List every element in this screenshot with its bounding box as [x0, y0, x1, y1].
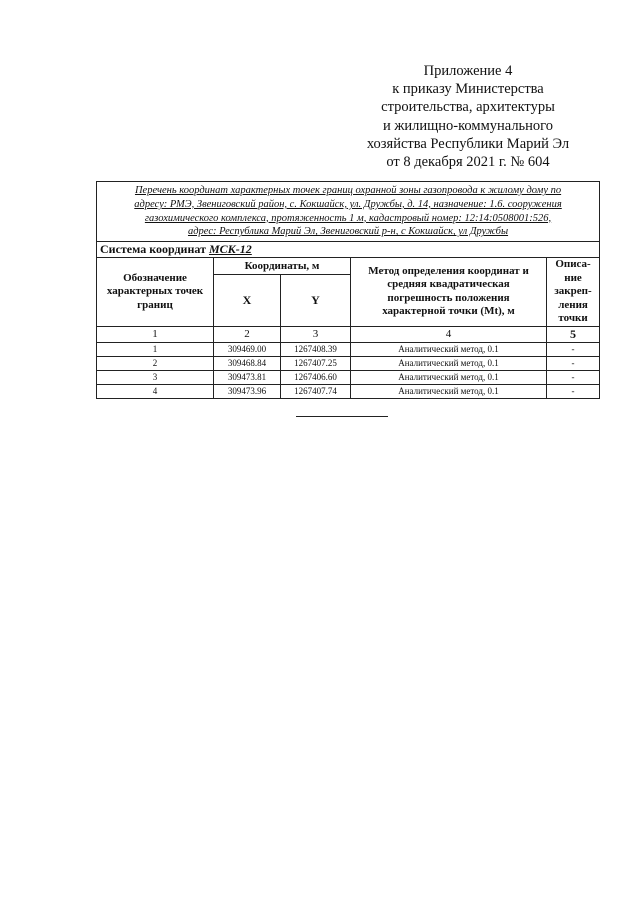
header-coordinates: Координаты, м — [214, 258, 351, 275]
heading-line: к приказу Министерства — [392, 81, 544, 98]
column-number: 3 — [281, 326, 351, 342]
heading-line: Приложение 4 — [423, 63, 513, 79]
table-row — [97, 384, 600, 398]
method-cell: Аналитический метод, 0.1 — [351, 342, 547, 356]
description-cell: - — [547, 384, 600, 398]
point-cell: 2 — [97, 356, 214, 370]
method-cell: Аналитический метод, 0.1 — [351, 356, 547, 370]
caption-line: адресу: РМЭ, Звениговский район, с. Кокшайск, ул. Дружбы, д. 14, назначение: 1.6. сооружения — [134, 198, 562, 210]
x-cell: 309473.81 — [214, 370, 281, 384]
point-cell: 3 — [97, 370, 214, 384]
end-divider — [296, 416, 388, 417]
caption-line: газохимического комплекса, протяженность 1 м, кадастровый номер: 12:14:0508001:526, — [144, 212, 552, 224]
heading-line: от 8 декабря 2021 г. № 604 — [386, 154, 550, 171]
header-row — [97, 258, 600, 275]
description-cell: - — [547, 370, 600, 384]
coordinates-table — [96, 181, 600, 399]
y-cell: 1267408.39 — [281, 342, 351, 356]
point-cell: 4 — [97, 384, 214, 398]
header-y: Y — [281, 275, 351, 326]
header-x: X — [214, 275, 281, 326]
description-cell: - — [547, 342, 600, 356]
system-value: МСК-12 — [208, 242, 252, 257]
method-cell: Аналитический метод, 0.1 — [351, 370, 547, 384]
coordinate-system — [97, 242, 600, 258]
column-number: 4 — [351, 326, 547, 342]
table-row — [97, 370, 600, 384]
column-number: 5 — [547, 326, 600, 342]
method-cell: Аналитический метод, 0.1 — [351, 384, 547, 398]
caption-line: адрес: Республика Марий Эл, Звениговский р-н, с Кокшайск, ул Дружбы — [187, 226, 509, 238]
header-point-name: Обозначение характерных точек границ — [97, 258, 214, 327]
heading-line: строительства, архитектуры — [381, 99, 555, 116]
column-number: 1 — [97, 326, 214, 342]
system-label: Система координат — [100, 242, 206, 257]
caption-row — [97, 182, 600, 242]
appendix-heading — [340, 62, 596, 171]
x-cell: 309469.00 — [214, 342, 281, 356]
table-row — [97, 342, 600, 356]
column-number: 2 — [214, 326, 281, 342]
header-description: Описа-ние закреп-ления точки — [547, 258, 600, 327]
header-method: Метод определения координат и средняя квадратическая погрешность положения характерной точки (Mt), м — [351, 258, 547, 327]
y-cell: 1267406.60 — [281, 370, 351, 384]
column-number-row — [97, 326, 600, 342]
description-cell: - — [547, 356, 600, 370]
table-caption — [97, 182, 600, 242]
table-row — [97, 356, 600, 370]
caption-line: Перечень координат характерных точек границ охранной зоны газопровода к жилому дому по — [134, 185, 562, 196]
x-cell: 309473.96 — [214, 384, 281, 398]
heading-line: и жилищно-коммунального — [382, 117, 554, 134]
point-cell: 1 — [97, 342, 214, 356]
x-cell: 309468.84 — [214, 356, 281, 370]
y-cell: 1267407.25 — [281, 356, 351, 370]
heading-line: хозяйства Республики Марий Эл — [366, 135, 570, 152]
system-row — [97, 242, 600, 258]
y-cell: 1267407.74 — [281, 384, 351, 398]
